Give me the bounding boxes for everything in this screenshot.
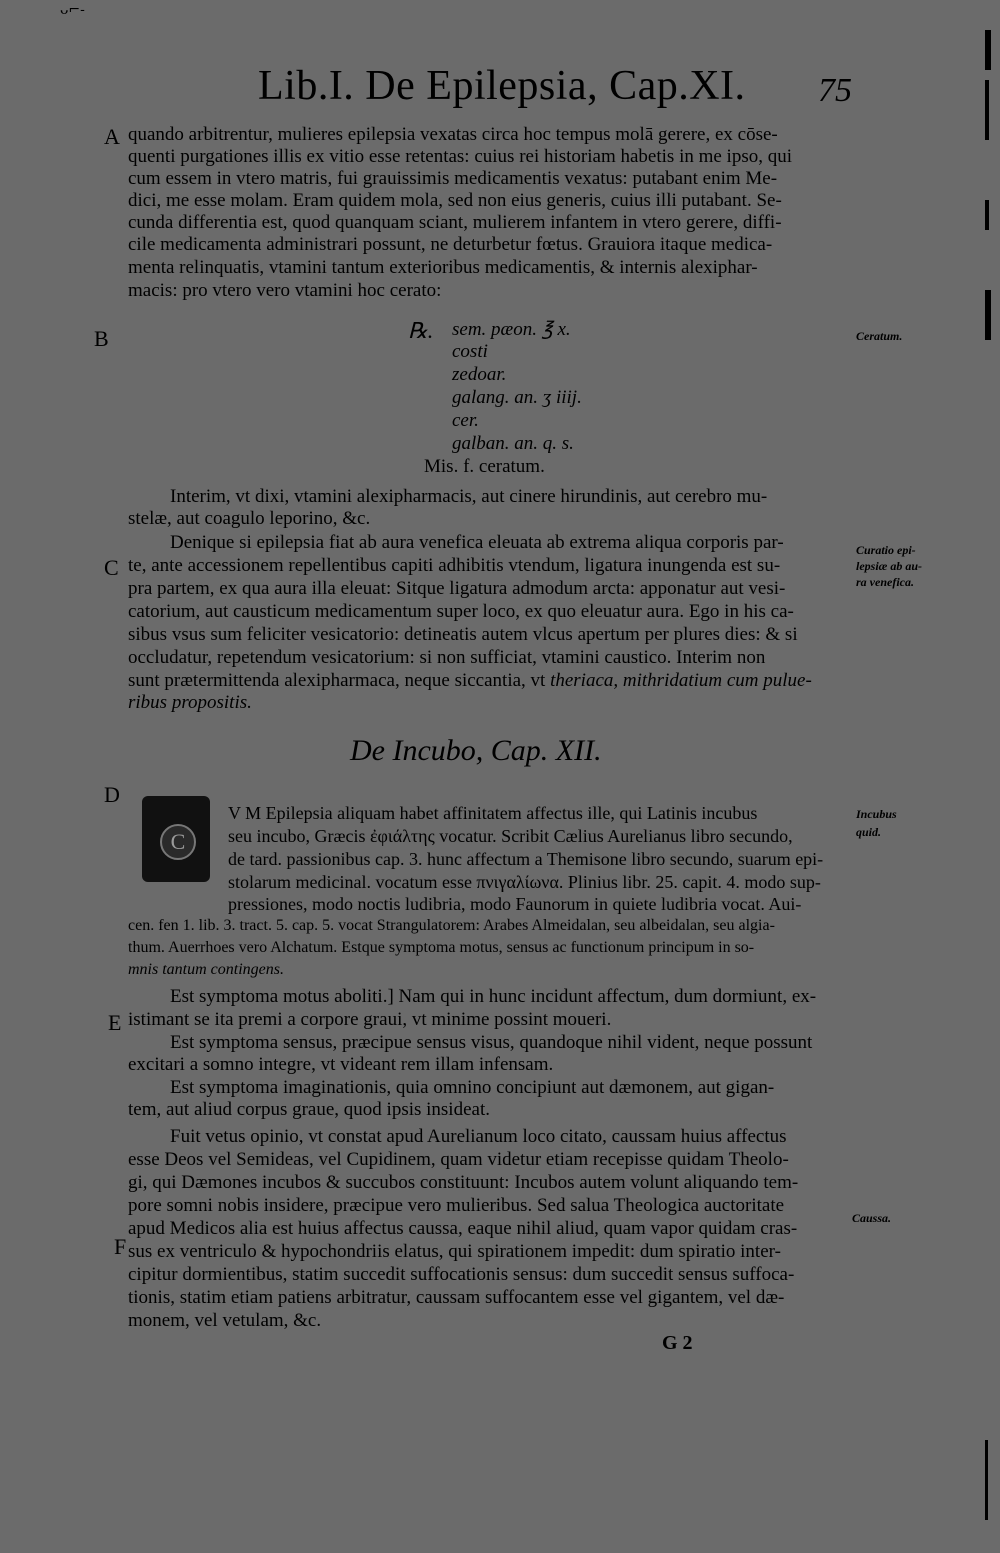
corner-mark: ᴗ⌐-	[60, 2, 85, 18]
text-line: cunda differentia est, quod quanquam sciant, mulierem infantem in vtero gerere, diffi-	[128, 212, 782, 233]
page-number: 75	[818, 72, 852, 109]
text-line: cum essem in vtero matris, fui grauissimis medicamentis vexatus: putabant enim Me-	[128, 168, 778, 189]
section-letter-d: D	[104, 782, 120, 807]
text-line: cile medicamenta administrari possunt, ne deturbetur fœtus. Grauiora itaque medica-	[128, 234, 773, 255]
text-line: tionis, statim etiam patiens arbitratur, caussam suffocantem esse vel gigantem, vel dæ-	[128, 1287, 785, 1308]
recipe-item: zedoar.	[452, 364, 507, 385]
margin-note-caussa: Caussa.	[852, 1211, 892, 1225]
text-line: te, ante accessionem repellentibus capiti adhibitis vtendum, ligatura inungenda est su-	[128, 555, 781, 576]
margin-note-incubus: Incubus	[856, 807, 897, 821]
recipe-item: galban. an. q. s.	[452, 433, 574, 454]
text-line: cipitur dormientibus, statim succedit suffocationis sensus: dum succedit sensus suffoca-	[128, 1264, 795, 1285]
section-letter-a: A	[104, 124, 120, 149]
recipe-item: sem. pæon. ℥ x.	[452, 319, 571, 340]
text-line: Interim, vt dixi, vtamini alexipharmacis, aut cinere hirundinis, aut cerebro mu-	[170, 486, 768, 507]
text-line: pressiones, modo noctis ludibria, modo Faunorum in quiete ludibria vocat. Aui-	[228, 894, 802, 914]
recipe-item: cer.	[452, 410, 479, 431]
margin-note-ceratum: Ceratum.	[856, 329, 903, 343]
text-line: istimant se ita premi a corpore graui, vt minime possint moueri.	[128, 1009, 612, 1030]
text-line: catorium, aut causticum medicamentum super loco, ex quo eleuatur aura. Ego in his ca-	[128, 601, 794, 622]
text-line: stolarum medicinal. vocatum esse πνιγαλίωνα. Plinius libr. 25. capit. 4. modo sup-	[228, 872, 821, 892]
margin-note-curatio: lepsiæ ab au-	[856, 559, 922, 573]
text-line: excitari a somno integre, vt videant rem illam infensam.	[128, 1054, 554, 1075]
text-line: dici, me esse molam. Eram quidem mola, sed non eius generis, cuius illi putabant. Se-	[128, 190, 782, 211]
binding-edge-mark	[985, 200, 989, 230]
section-letter-f: F	[114, 1234, 127, 1259]
text-run-italic: theriaca, mithridatium cum pulue-	[550, 670, 812, 691]
text-line: gi, qui Dæmones incubos & succubos constituunt: Incubos autem volunt aliquando tem-	[128, 1172, 799, 1193]
section-letter-b: B	[94, 326, 109, 351]
running-head: Lib.I. De Epilepsia, Cap.XI.	[258, 63, 746, 109]
dropcap-letter: C	[160, 824, 196, 860]
dropcap-ornament	[142, 796, 210, 882]
text-line: esse Deos vel Semideas, vel Cupidinem, quam videtur etiam recepisse quidam Theolo-	[128, 1149, 789, 1170]
text-line: Est symptoma imaginationis, quia omnino concipiunt aut dæmonem, aut gigan-	[170, 1077, 775, 1098]
text-line	[128, 670, 812, 692]
binding-edge-mark	[985, 1440, 988, 1520]
text-line: Fuit vetus opinio, vt constat apud Aurelianum loco citato, caussam huius affectus	[170, 1126, 787, 1147]
signature-mark: G 2	[662, 1332, 693, 1354]
text-line: Est symptoma motus aboliti.] Nam qui in hunc incidunt affectum, dum dormiunt, ex-	[170, 986, 817, 1007]
recipe-item: galang. an. ʒ iiij.	[452, 387, 582, 408]
text-line: ribus propositis.	[128, 692, 252, 713]
section-letter-c: C	[104, 555, 119, 580]
text-line: quenti purgationes illis ex vitio esse retentas: cuius rei historiam habetis in me ipso, qui	[128, 146, 793, 167]
binding-edge-mark	[985, 80, 989, 140]
text-line: apud Medicos alia est huius affectus caussa, eaque nihil aliud, quam vapor quidam cras-	[128, 1218, 798, 1239]
recipe-item: costi	[452, 341, 488, 362]
text-line: pore somni nobis insidere, præcipue vero mulieribus. Sed salua Theologica auctoritate	[128, 1195, 785, 1216]
text-line: macis: pro vtero vero vtamini hoc cerato:	[128, 280, 442, 301]
text-line: cen. fen 1. lib. 3. tract. 5. cap. 5. vocat Strangulatorem: Arabes Almeidalan, seu albeidalan, seu algia-	[128, 917, 775, 934]
text-line: thum. Auerrhoes vero Alchatum. Estque symptoma motus, sensus ac functionum principum in so-	[128, 939, 755, 956]
chapter-title: De Incubo, Cap. XII.	[350, 734, 602, 767]
text-line: Est symptoma sensus, præcipue sensus visus, quandoque nihil vident, neque possunt	[170, 1032, 813, 1053]
text-line: stelæ, aut coagulo leporino, &c.	[128, 508, 371, 529]
text-line: de tard. passionibus cap. 3. hunc affectum a Themisone libro secundo, suarum epi-	[228, 849, 824, 869]
text-line: seu incubo, Græcis ἐφιάλτης vocatur. Scribit Cælius Aurelianus libro secundo,	[228, 826, 793, 846]
text-line: pra partem, ex qua aura illa eleuat: Sitque ligatura admodum arcta: apponatur aut vesi-	[128, 578, 786, 599]
text-line: V M Epilepsia aliquam habet affinitatem affectus ille, qui Latinis incubus	[228, 803, 758, 823]
margin-note-curatio: ra venefica.	[856, 575, 914, 589]
text-line: monem, vel vetulam, &c.	[128, 1310, 322, 1331]
binding-edge-mark	[985, 290, 991, 340]
text-line: menta relinquatis, vtamini tantum exterioribus medicamentis, & internis alexiphar-	[128, 257, 758, 278]
text-line: quando arbitrentur, mulieres epilepsia vexatas circa hoc tempus molā gerere, ex cōse-	[128, 124, 778, 145]
text-line: tem, aut aliud corpus graue, quod ipsis insideat.	[128, 1099, 490, 1120]
text-line: occludatur, repetendum vesicatorium: si non sufficiat, vtamini caustico. Interim non	[128, 647, 766, 668]
recipe-symbol: ℞.	[408, 318, 434, 343]
text-line: Denique si epilepsia fiat ab aura venefica eleuata ab extrema aliqua corporis par-	[170, 532, 784, 553]
text-run: sunt prætermittenda alexipharmaca, neque siccantia, vt	[128, 670, 551, 691]
binding-edge-mark	[985, 30, 991, 70]
section-letter-e: E	[108, 1010, 122, 1035]
text-line: sibus vsus sum feliciter vesicatorio: detineatis autem vlcus apertum per plures dies: & si	[128, 624, 798, 645]
margin-note-incubus: quid.	[856, 825, 882, 839]
margin-note-curatio: Curatio epi-	[856, 543, 916, 557]
text-line: sus ex ventriculo & hypochondriis elatus, qui spirationem impedit: dum spiratio inter-	[128, 1241, 781, 1262]
recipe-closing: Mis. f. ceratum.	[424, 456, 545, 477]
text-line: mnis tantum contingens.	[128, 961, 284, 978]
